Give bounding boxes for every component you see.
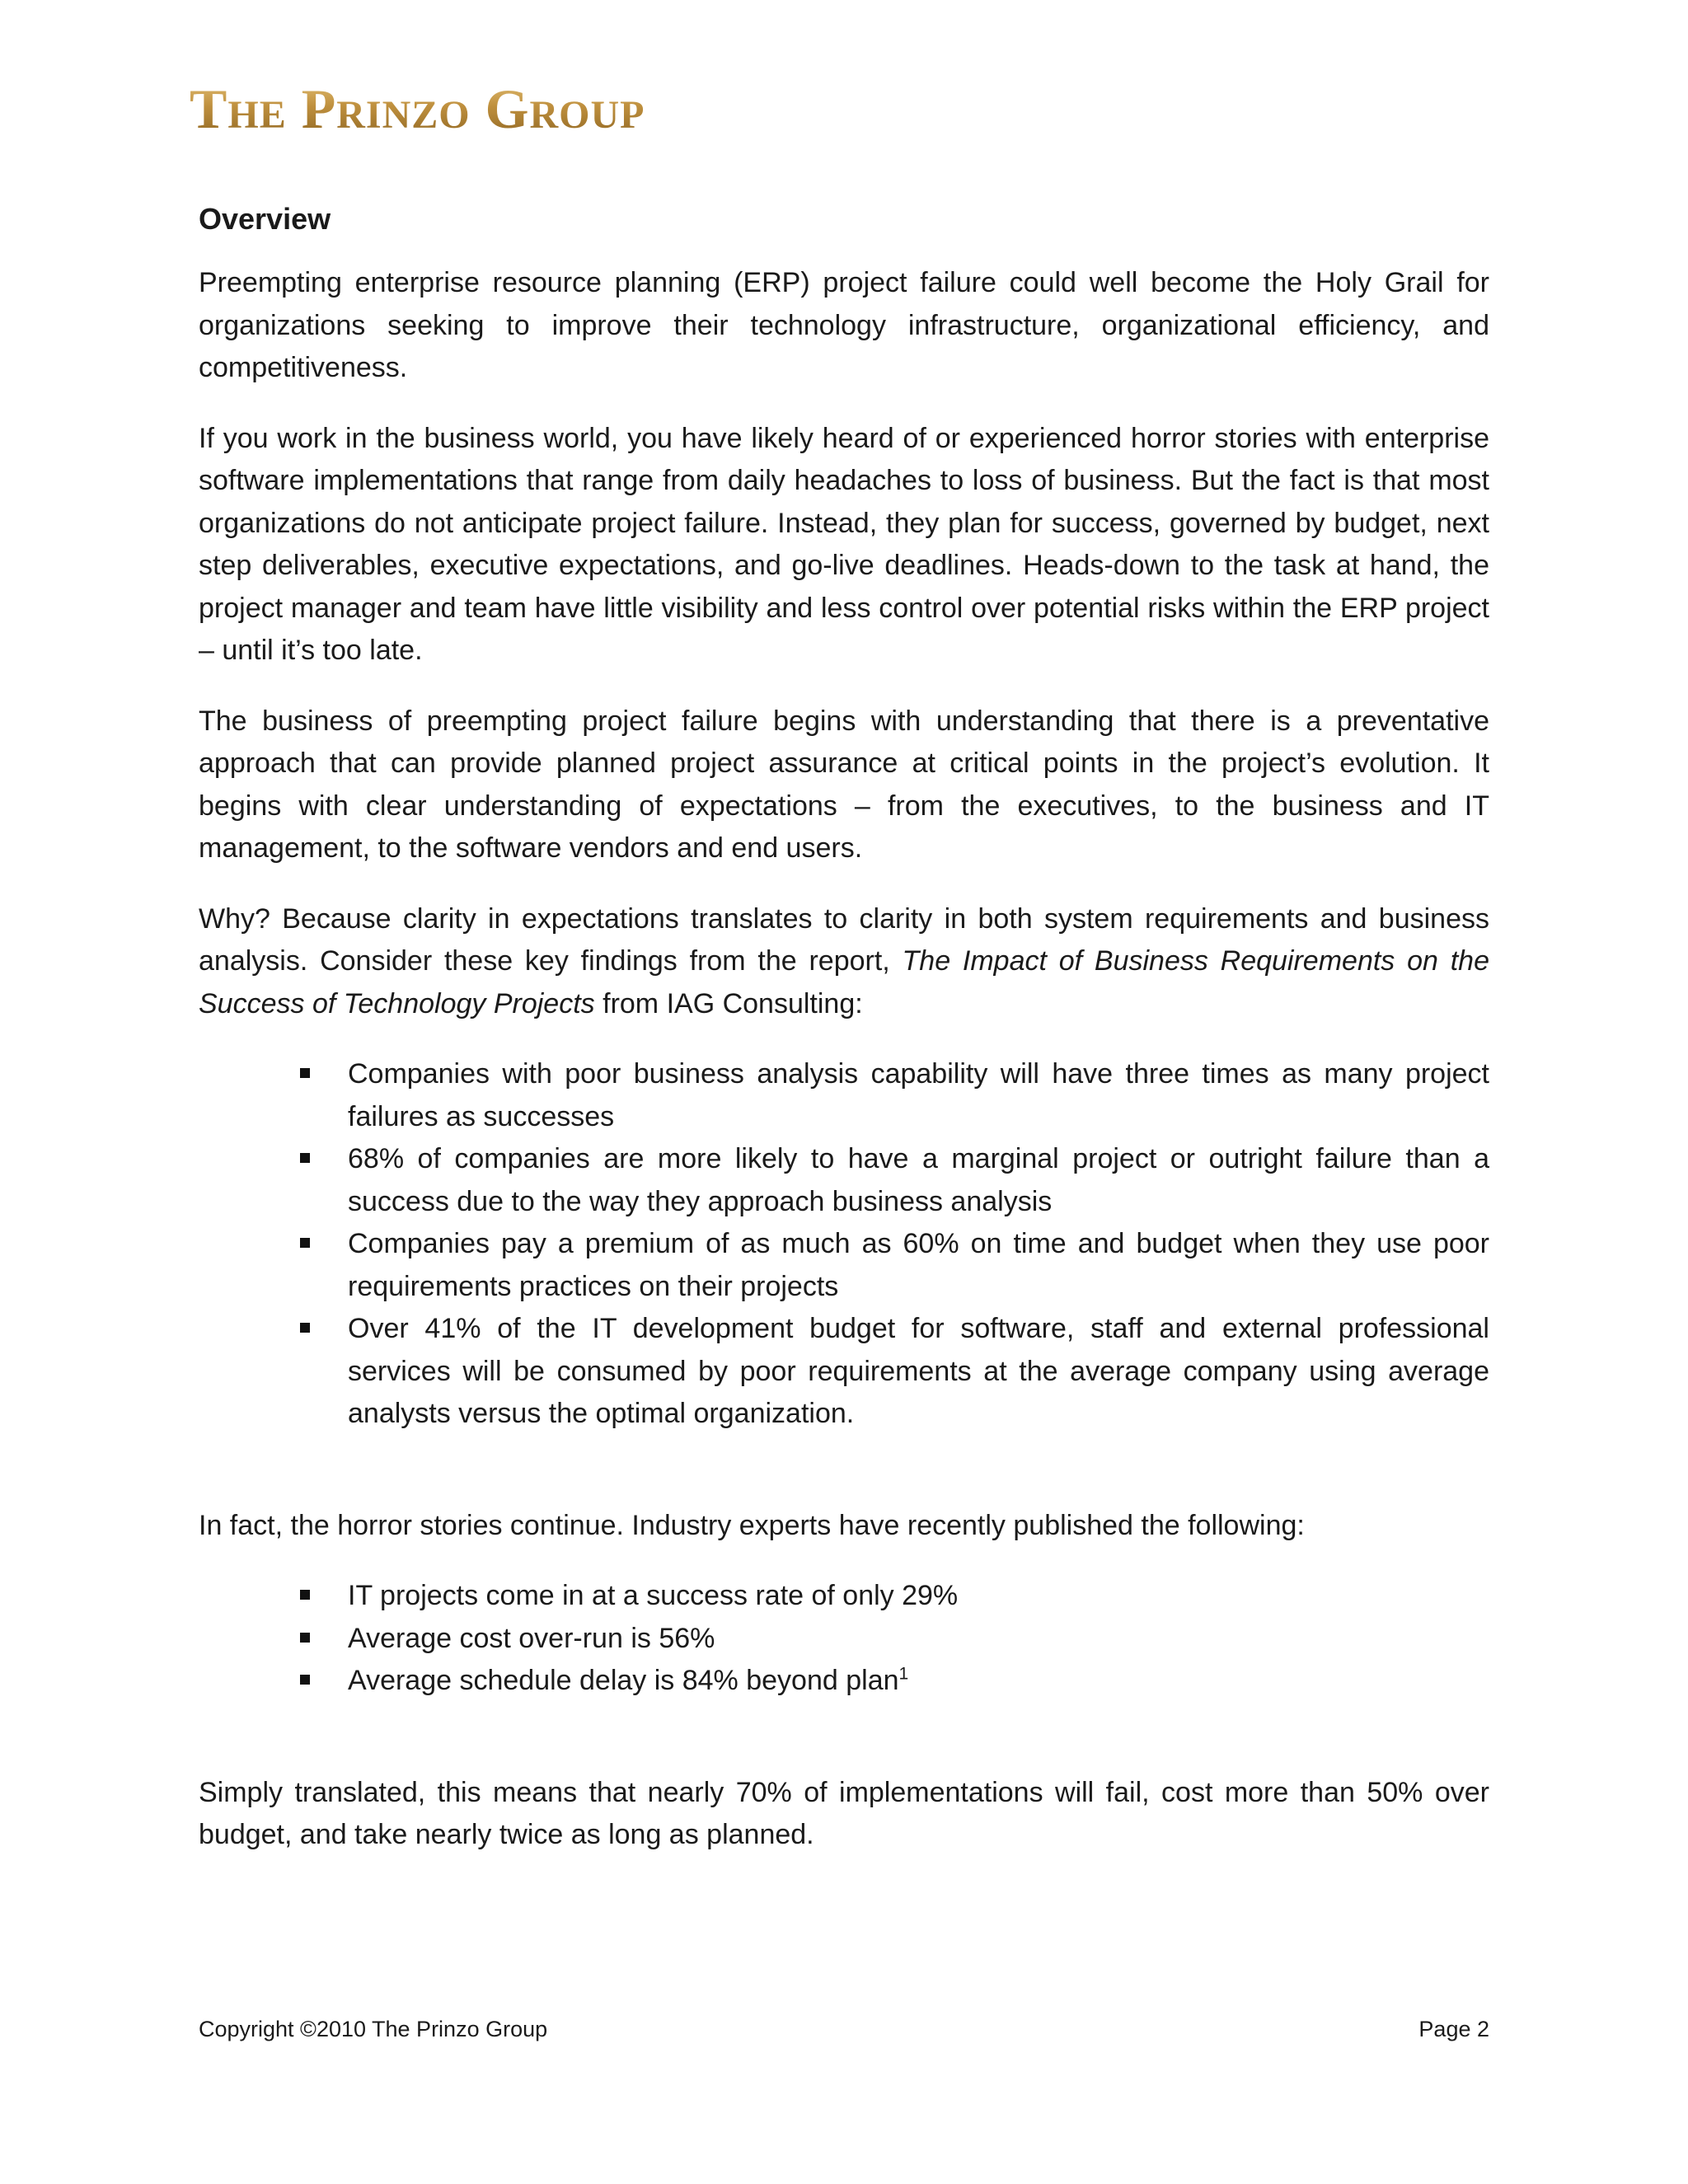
findings-list [199,1053,1489,1436]
company-logo: The Prinzo Group [190,77,645,140]
list-item: IT projects come in at a success rate of only 29% [348,1575,1489,1618]
paragraph-preempting: The business of preempting project failure begins with understanding that there is a preventative approach that can provide planned project assurance at critical points in the project’s evolution. It begins with clear understanding of expectations – from the executives, to the business and IT management, to the software vendors and end users. [199,705,1489,864]
why-source: from IAG Consulting: [594,987,863,1019]
page-body [199,194,1489,1885]
footnote-marker: 1 [898,1664,909,1684]
list-item: Over 41% of the IT development budget for software, staff and external professional services will be consumed by poor requirements at the average company using average analysts versus the optimal organization. [348,1308,1489,1436]
paragraph-why [199,898,1489,1026]
stats-list [199,1575,1489,1703]
list-item: Average cost over-run is 56% [348,1618,1489,1661]
square-bullet-icon [300,1633,310,1643]
paragraph-horror-stories: If you work in the business world, you have likely heard of or experienced horror stories with enterprise software implementations that range from daily headaches to loss of business. But the fact is that most organizations do not anticipate project failure. Instead, they plan for success, governed by budget, next step deliverables, executive expectations, and go-live deadlines. Heads-down to the task at hand, the project manager and team have little visibility and less control over potential risks within the ERP project – until it’s too late. [199,422,1489,666]
square-bullet-icon [300,1238,310,1248]
paragraph-horror-intro: In fact, the horror stories continue. Industry experts have recently published the following: [199,1509,1305,1541]
square-bullet-icon [300,1675,310,1685]
section-heading: Overview [199,202,331,236]
square-bullet-icon [300,1590,310,1600]
page-number: Page 2 [1418,2017,1489,2041]
list-item: Companies with poor business analysis capability will have three times as many project failures as successes [348,1053,1489,1138]
square-bullet-icon [300,1068,310,1078]
paragraph-intro: Preempting enterprise resource planning (ERP) project failure could well become the Holy Grail for organizations seeking to improve their technology infrastructure, organizational efficiency, and competitiveness. [199,267,1489,383]
list-item: Average schedule delay is 84% beyond plan$^1$ [348,1660,1489,1703]
page-footer [199,2014,1489,2044]
copyright-notice: Copyright ©2010 The Prinzo Group [199,2017,548,2041]
paragraph-conclusion: Simply translated, this means that nearly 70% of implementations will fail, cost more than 50% over budget, and take nearly twice as long as planned. [199,1776,1489,1850]
report-title: The Impact of Business Requirements on the Success of Technology Projects [199,945,1489,1019]
why-text: Why? Because clarity in expectations translates to clarity in both system requirements and business analysis. Consider these key findings from the report, [199,902,1489,977]
square-bullet-icon [300,1153,310,1163]
list-item: Companies pay a premium of as much as 60% on time and budget when they use poor requirements practices on their projects [348,1223,1489,1308]
square-bullet-icon [300,1323,310,1333]
list-item: 68% of companies are more likely to have a marginal project or outright failure than a success due to the way they approach business analysis [348,1138,1489,1223]
